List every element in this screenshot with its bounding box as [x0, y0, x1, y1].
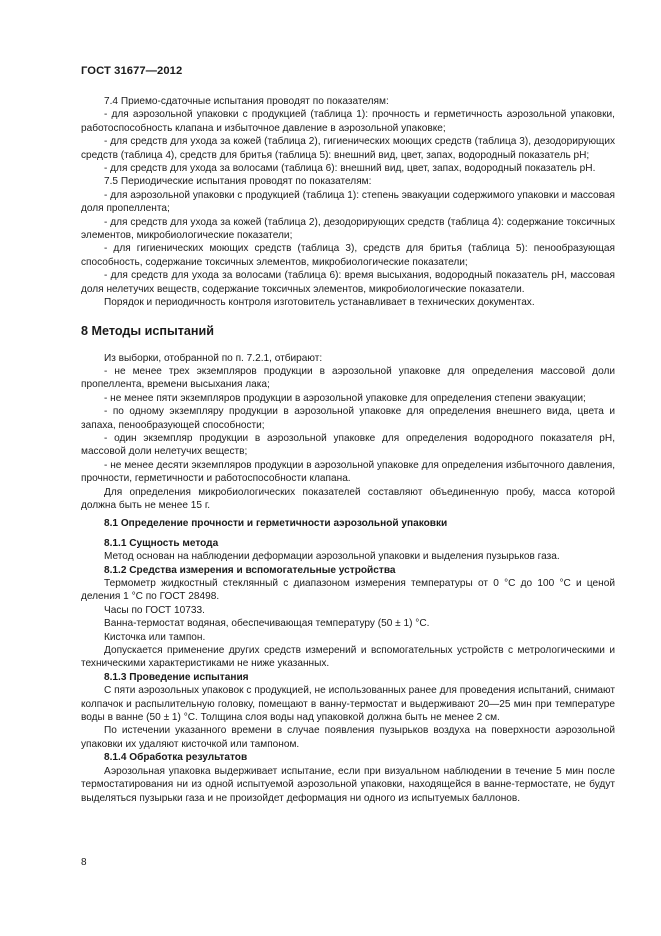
clause-8-1-2-text: Термометр жидкостный стеклянный с диапазоном измерения температуры от 0 °С до 100 °С и ценой деления 1 °С по ГОСТ 28498. — [81, 578, 615, 603]
clause-7-5-item: - для аэрозольной упаковки с продукцией (таблица 1): степень эвакуации содержимого упаковки и массовая доля пропеллента; — [81, 189, 615, 215]
section-8-title: 8 Методы испытаний — [81, 323, 214, 338]
spacer — [81, 339, 615, 352]
clause-8-1-4-text: Аэрозольная упаковка выдерживает испытание, если при визуальном наблюдении в течение 5 мин после термостатирования ни из одной испытуемой аэрозольной упаковки, находящейся в ванне-термостате, не будут выделяться пузырьки газа и не произойдет деформация ни одного из испытуемых баллонов. — [81, 765, 615, 804]
clause-7-4-item: - для средств для ухода за кожей (таблица 2), гигиенических моющих средств (таблица 3), дезодорирующих средств (таблица 4), средств для бритья (таблица 5): внешний вид, цвет, запах, водородный показатель pH; — [81, 136, 615, 161]
clause-8-1-2-text: Кисточка или тампон. — [104, 631, 206, 643]
page-content — [81, 95, 615, 805]
clause-8-1-2-text: Ванна-термостат водяная, обеспечивающая температуру (50 ± 1) °С. — [104, 618, 430, 630]
section-8-item: - не менее десяти экземпляров продукции в аэрозольной упаковке для определения избыточного давления, прочности, герметичности и работоспособности клапана. — [81, 459, 615, 485]
clause-7-5-item: - для гигиенических моющих средств (таблица 3), средств для бритья (таблица 5): пенообразующая способность, содержание токсичных элементов, микробиологические показатели; — [81, 243, 615, 268]
spacer — [81, 310, 615, 323]
standard-code: ГОСТ 31677—2012 — [81, 65, 183, 77]
clause-7-5-item: - для средств для ухода за волосами (таблица 6): время высыхания, водородный показатель pH, массовая доля нелетучих веществ, содержание токсичных элементов, микробиологические показатели. — [81, 270, 615, 295]
clause-7-4-item: - для средств для ухода за волосами (таблица 6): внешний вид, цвет, запах, водородный показатель pH. — [104, 163, 596, 175]
clause-7-4-item: - для аэрозольной упаковки с продукцией (таблица 1): прочность и герметичность аэрозольной упаковки, работоспособность клапана и избыточное давление в аэрозольной упаковке; — [81, 109, 615, 134]
section-8-item: - не менее пяти экземпляров продукции в аэрозольной упаковке для определения степени эвакуации; — [104, 392, 586, 404]
clause-8-1-3-text: По истечении указанного времени в случае появления пузырьков воздуха на поверхности аэрозольной упаковки их удаляют кисточкой или тампоном. — [81, 725, 615, 750]
clause-7-5-note: Порядок и периодичность контроля изготовитель устанавливает в технических документах. — [104, 297, 535, 309]
page-number: 8 — [81, 857, 87, 868]
clause-8-1-1-text: Метод основан на наблюдении деформации аэрозольной упаковки и выделения пузырьков газа. — [104, 551, 560, 563]
section-8-intro: Из выборки, отобранной по п. 7.2.1, отбирают: — [104, 352, 323, 364]
clause-8-1-3-heading: 8.1.3 Проведение испытания — [104, 671, 249, 683]
clause-8-1-2-text: Часы по ГОСТ 10733. — [104, 604, 205, 616]
clause-8-1-title: 8.1 Определение прочности и герметичности аэрозольной упаковки — [104, 518, 448, 530]
clause-8-1-2-heading: 8.1.2 Средства измерения и вспомогательные устройства — [104, 564, 396, 576]
clause-7-4-intro: 7.4 Приемо-сдаточные испытания проводят по показателям: — [104, 96, 389, 107]
section-8-item: - не менее трех экземпляров продукции в аэрозольной упаковке для определения массовой доли пропеллента, времени высыхания лака; — [81, 365, 615, 391]
clause-8-1-2-text: Допускается применение других средств измерений и вспомогательных устройств с метрологическими и техническими характеристиками не ниже указанных. — [81, 645, 615, 670]
clause-7-5-intro: 7.5 Периодические испытания проводят по показателям: — [104, 176, 372, 188]
section-8-item: - один экземпляр продукции в аэрозольной упаковке для определения водородного показателя pH, массовой доли нелетучих веществ; — [81, 432, 615, 458]
section-8-micro: Для определения микробиологических показателей составляют объединенную пробу, масса которой должна быть не менее 15 г. — [81, 486, 615, 511]
clause-8-1-3-text: С пяти аэрозольных упаковок с продукцией, не использованных ранее для проведения испытаний, снимают колпачок и распылительную головку, помещают в ванну-термостат и выдерживают 20—25 мин при температуре воды в ванне (50 ± 1) °С. Толщина слоя воды над упаковкой должна быть не менее 2 см. — [81, 685, 615, 724]
section-8-item: - по одному экземпляру продукции в аэрозольной упаковке для определения внешнего вида, цвета и запаха, пенообразующей способности; — [81, 406, 615, 431]
clause-8-1-4-heading: 8.1.4 Обработка результатов — [104, 752, 248, 764]
clause-7-5-item: - для средств для ухода за кожей (таблица 2), дезодорирующих средств (таблица 4): содержание токсичных элементов, микробиологические показатели; — [81, 216, 615, 242]
clause-8-1-1-heading: 8.1.1 Сущность метода — [104, 537, 219, 549]
